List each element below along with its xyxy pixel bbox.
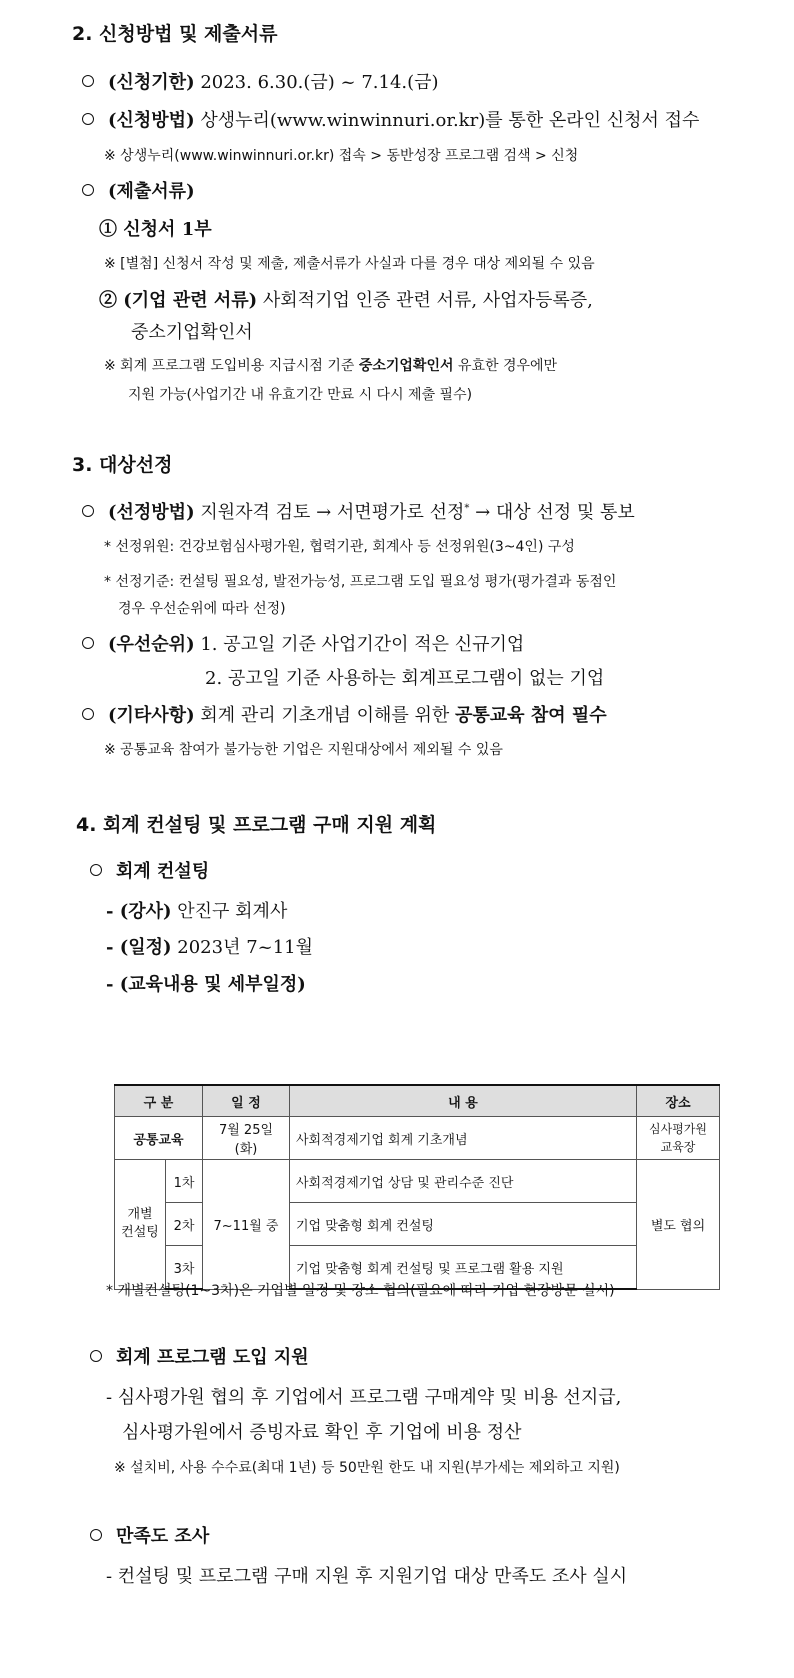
schedule-line (106, 933, 313, 959)
survey-title (90, 1522, 209, 1548)
doc2-label: ② (기업 관련 서류) (99, 290, 258, 311)
circle-bullet-icon (82, 184, 94, 196)
method-item (82, 106, 699, 132)
selection-note-2b: 경우 우선순위에 따라 선정) (118, 601, 286, 617)
table-note: * 개별컨설팅(1~3차)은 기업별 일정 및 장소 협의(필요에 따라 기업 현장방문 실시) (106, 1283, 615, 1299)
individual-label: 개별 컨설팅 (115, 1160, 166, 1290)
header-content: 내 용 (290, 1085, 637, 1117)
method-text: 상생누리(www.winwinnuri.or.kr)를 통한 온라인 신청서 접수 (200, 110, 700, 131)
selection-text: 지원자격 검토 → 서면평가로 선정 (200, 502, 465, 523)
consult-title (90, 857, 209, 883)
consult-title-text: 회계 컨설팅 (116, 861, 210, 882)
round-number: 2차 (166, 1203, 203, 1246)
selection-sup: * (464, 503, 470, 514)
circle-bullet-icon (82, 505, 94, 517)
program-title (90, 1343, 309, 1369)
priority-label: (우선순위) (108, 634, 195, 655)
program-note: ※ 설치비, 사용 수수료(최대 1년) 등 50만원 한도 내 지원(부가세는 제외하고 지원) (114, 1460, 620, 1476)
round-content: 기업 맞춤형 회계 컨설팅 및 프로그램 활용 지원 (290, 1246, 637, 1290)
deadline-label: (신청기한) (108, 72, 195, 93)
priority-item (82, 630, 524, 656)
program-line-1: - 심사평가원 협의 후 기업에서 프로그램 구매계약 및 비용 선지급, (106, 1387, 622, 1408)
docs-label: (제출서류) (108, 181, 195, 202)
round-number: 3차 (166, 1246, 203, 1290)
selection-note-1: * 선정위원: 건강보험심사평가원, 협력기관, 회계사 등 선정위원(3~4인) 구성 (104, 539, 575, 555)
header-date: 일 정 (203, 1085, 290, 1117)
survey-line: - 컨설팅 및 프로그램 구매 지원 후 지원기업 대상 만족도 조사 실시 (106, 1566, 628, 1587)
deadline-text: 2023. 6.30.(금) ~ 7.14.(금) (200, 72, 439, 93)
schedule-text: 2023년 7~11월 (177, 937, 314, 958)
selection-label: (선정방법) (108, 502, 195, 523)
doc2-text: 사회적기업 인증 관련 서류, 사업자등록증, (262, 290, 593, 311)
common-place: 심사평가원 교육장 (637, 1117, 720, 1160)
round-content: 사회적경제기업 상담 및 관리수준 진단 (290, 1160, 637, 1203)
circle-bullet-icon (82, 708, 94, 720)
circle-bullet-icon (82, 637, 94, 649)
circle-bullet-icon (90, 1529, 102, 1541)
table-row (115, 1160, 720, 1203)
schedule-label: - (일정) (106, 937, 172, 958)
table-header-row (115, 1085, 720, 1117)
doc2-note-pre: ※ 회계 프로그램 도입비용 지급시점 기준 (104, 358, 355, 374)
common-content: 사회적경제기업 회계 기초개념 (290, 1117, 637, 1160)
doc2-note-2: 지원 가능(사업기간 내 유효기간 만료 시 다시 제출 필수) (128, 387, 473, 403)
method-note: ※ 상생누리(www.winwinnuri.or.kr) 접속 > 동반성장 프로그램 검색 > 신청 (104, 148, 579, 164)
common-date: 7월 25일(화) (203, 1117, 290, 1160)
section-2-heading: 2. 신청방법 및 제출서류 (72, 23, 278, 45)
program-title-text: 회계 프로그램 도입 지원 (116, 1347, 309, 1368)
doc1-title: ① 신청서 1부 (99, 219, 212, 240)
doc1-note: ※ [별첨] 신청서 작성 및 제출, 제출서류가 사실과 다를 경우 대상 제외될 수 있음 (104, 256, 595, 272)
etc-text: 회계 관리 기초개념 이해를 위한 (200, 705, 450, 726)
round-number: 1차 (166, 1160, 203, 1203)
etc-label: (기타사항) (108, 705, 195, 726)
instructor-line (106, 897, 287, 923)
schedule-table (114, 1084, 720, 1290)
priority-1: 1. 공고일 기준 사업기간이 적은 신규기업 (200, 634, 525, 655)
selection-note-2: * 선정기준: 컨설팅 필요성, 발전가능성, 프로그램 도입 필요성 평가(평가결과 동점인 (104, 574, 617, 590)
doc2-note (104, 355, 557, 375)
program-line-2: 심사평가원에서 증빙자료 확인 후 기업에 비용 정산 (122, 1422, 522, 1443)
header-place: 장소 (637, 1085, 720, 1117)
docs-item (82, 177, 195, 203)
table-row (115, 1117, 720, 1160)
round-content: 기업 맞춤형 회계 컨설팅 (290, 1203, 637, 1246)
survey-title-text: 만족도 조사 (116, 1526, 210, 1547)
common-type: 공통교육 (115, 1117, 203, 1160)
doc2-item (99, 286, 593, 312)
circle-bullet-icon (90, 1350, 102, 1362)
etc-item (82, 701, 607, 727)
section-3-heading: 3. 대상선정 (72, 454, 173, 476)
doc2-note-bold: 중소기업확인서 (358, 358, 454, 374)
priority-2: 2. 공고일 기준 사용하는 회계프로그램이 없는 기업 (205, 668, 605, 689)
instructor-text: 안진구 회계사 (177, 901, 288, 922)
individual-date: 7~11월 중 (203, 1160, 290, 1290)
doc2-note-post: 유효한 경우에만 (457, 358, 558, 374)
instructor-label: - (강사) (106, 901, 172, 922)
etc-bold: 공통교육 참여 필수 (455, 705, 607, 726)
circle-bullet-icon (82, 75, 94, 87)
selection-text-2: → 대상 선정 및 통보 (475, 502, 635, 523)
section-4-heading: 4. 회계 컨설팅 및 프로그램 구매 지원 계획 (76, 814, 437, 836)
deadline-item (82, 68, 439, 94)
header-category: 구 분 (115, 1085, 203, 1117)
selection-item (82, 498, 635, 524)
circle-bullet-icon (90, 864, 102, 876)
doc2-text-2: 중소기업확인서 (131, 322, 253, 343)
content-label: - (교육내용 및 세부일정) (106, 974, 306, 995)
circle-bullet-icon (82, 113, 94, 125)
individual-place: 별도 협의 (637, 1160, 720, 1290)
etc-note: ※ 공통교육 참여가 불가능한 기업은 지원대상에서 제외될 수 있음 (104, 742, 503, 758)
method-label: (신청방법) (108, 110, 195, 131)
